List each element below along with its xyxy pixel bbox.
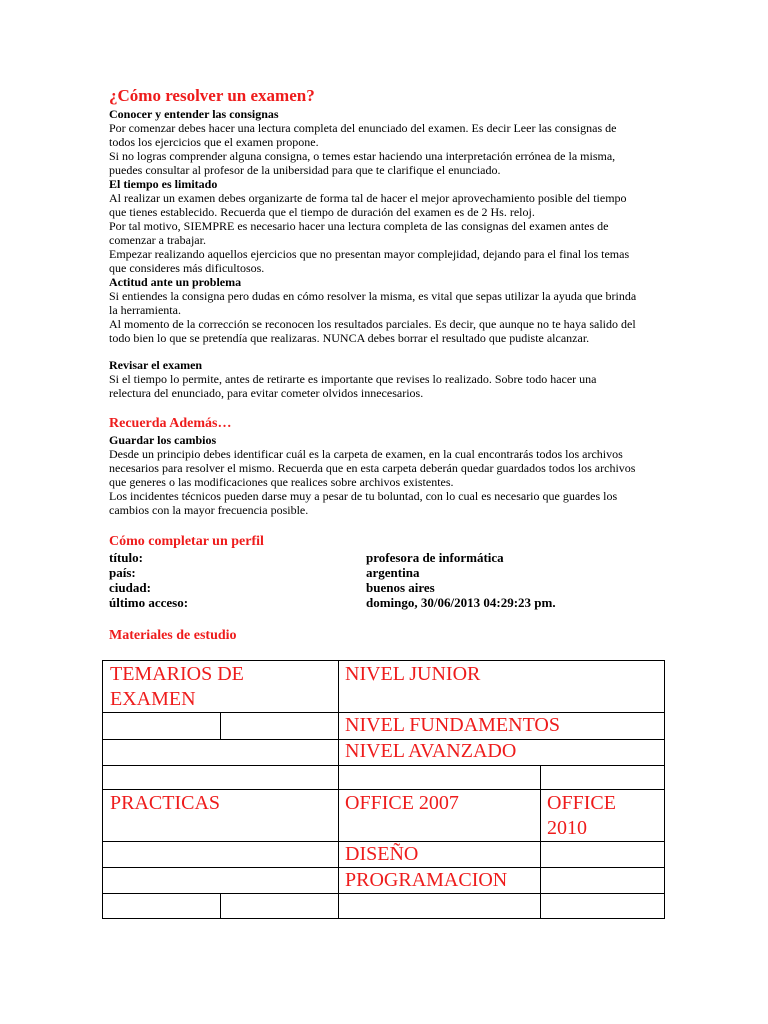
profile-key: título: (109, 550, 143, 565)
paragraph: Los incidentes técnicos pueden darse muy a pesar de tu boluntad, con lo cual es necesario que guardes los cambios con la mayor frecuencia posible. (109, 489, 618, 517)
paragraph: Si el tiempo lo permite, antes de retirarte es importante que revises lo realizado. Sobre todo hacer una relectura del enunciado, para evitar cometer olvidos innecesarios. (109, 372, 597, 400)
section-subtitle: El tiempo es limitado (109, 177, 218, 191)
profile-row (109, 595, 556, 610)
section-revisar (109, 358, 639, 400)
profile-row (109, 550, 556, 565)
materiales-table (102, 660, 665, 919)
table-cell (102, 867, 339, 894)
paragraph: Por comenzar debes hacer una lectura completa del enunciado del examen. Es decir Leer las consignas de todos los ejercicios que el examen propone. (109, 121, 617, 149)
profile-value: argentina (366, 565, 420, 580)
perfil-heading: Cómo completar un perfil (109, 534, 264, 549)
page-title: ¿Cómo resolver un examen? (109, 86, 315, 105)
cell-programacion: PROGRAMACION (345, 869, 508, 891)
profile-value: domingo, 30/06/2013 04:29:23 pm. (366, 595, 556, 610)
paragraph: Al realizar un examen debes organizarte de forma tal de hacer el mejor aprovechamiento posible del tiempo que tienes establecido. Recuerda que el tiempo de duración del examen es de 2 Hs. reloj. (109, 191, 627, 219)
table-cell (338, 893, 541, 919)
section-subtitle: Conocer y entender las consignas (109, 107, 279, 121)
table-cell (338, 765, 541, 790)
table-cell (540, 893, 665, 919)
cell-fundamentos: NIVEL FUNDAMENTOS (345, 714, 560, 736)
table-cell (540, 765, 665, 790)
paragraph: Por tal motivo, SIEMPRE es necesario hacer una lectura completa de las consignas del examen antes de comenzar a trabajar. (109, 219, 609, 247)
profile-key: país: (109, 565, 136, 580)
paragraph: Desde un principio debes identificar cuál es la carpeta de examen, en la cual encontrarás todos los archivos necesarios para resolver el mismo. Recuerda que en esta carpeta deberán quedar guardados todos los archivos que generes o las modificaciones que realices sobre archivos existentes. (109, 447, 636, 489)
cell-diseno: DISEÑO (345, 843, 419, 865)
section-consignas (109, 107, 639, 177)
cell-junior: NIVEL JUNIOR (345, 663, 481, 685)
section-subtitle: Actitud ante un problema (109, 275, 242, 289)
profile-row (109, 565, 556, 580)
cell-practicas: PRACTICAS (110, 792, 221, 814)
table-cell (102, 841, 339, 868)
profile-key: último acceso: (109, 595, 189, 610)
section-actitud (109, 275, 639, 345)
profile-key: ciudad: (109, 580, 151, 595)
section-subtitle: Revisar el examen (109, 358, 203, 372)
recuerda-heading: Recuerda Además… (109, 416, 232, 431)
table-cell (220, 893, 339, 919)
table-cell (102, 893, 221, 919)
table-cell (220, 712, 339, 740)
cell-office2007: OFFICE 2007 (345, 792, 459, 814)
table-cell (540, 841, 665, 868)
materiales-heading: Materiales de estudio (109, 628, 237, 643)
paragraph: Si entiendes la consigna pero dudas en cómo resolver la misma, es vital que sepas utilizar la ayuda que brinda la herramienta. (109, 289, 637, 317)
section-tiempo (109, 177, 639, 275)
profile-row (109, 580, 556, 595)
section-guardar (109, 433, 639, 517)
table-cell (540, 867, 665, 894)
cell-office2010: OFFICE 2010 (547, 792, 616, 839)
table-cell (102, 765, 339, 790)
paragraph: Si no logras comprender alguna consigna, o temes estar haciendo una interpretación errónea de la misma, puedes consultar al profesor de la unibersidad para que te clarifique el enunciado. (109, 149, 616, 177)
profile-list (109, 550, 556, 610)
cell-temarios: TEMARIOS DE EXAMEN (110, 663, 244, 710)
section-subtitle: Guardar los cambios (109, 433, 217, 447)
table-cell (102, 739, 339, 766)
profile-value: profesora de informática (366, 550, 504, 565)
profile-value: buenos aires (366, 580, 435, 595)
table-cell (102, 712, 221, 740)
paragraph: Al momento de la corrección se reconocen los resultados parciales. Es decir, que aunque no te haya salido del todo bien lo que se pretendía que realizaras. NUNCA debes borrar el resultado que pudiste alcanzar. (109, 317, 636, 345)
paragraph: Empezar realizando aquellos ejercicios que no presentan mayor complejidad, dejando para el final los temas que consideres más dificultosos. (109, 247, 630, 275)
cell-avanzado: NIVEL AVANZADO (345, 740, 517, 762)
